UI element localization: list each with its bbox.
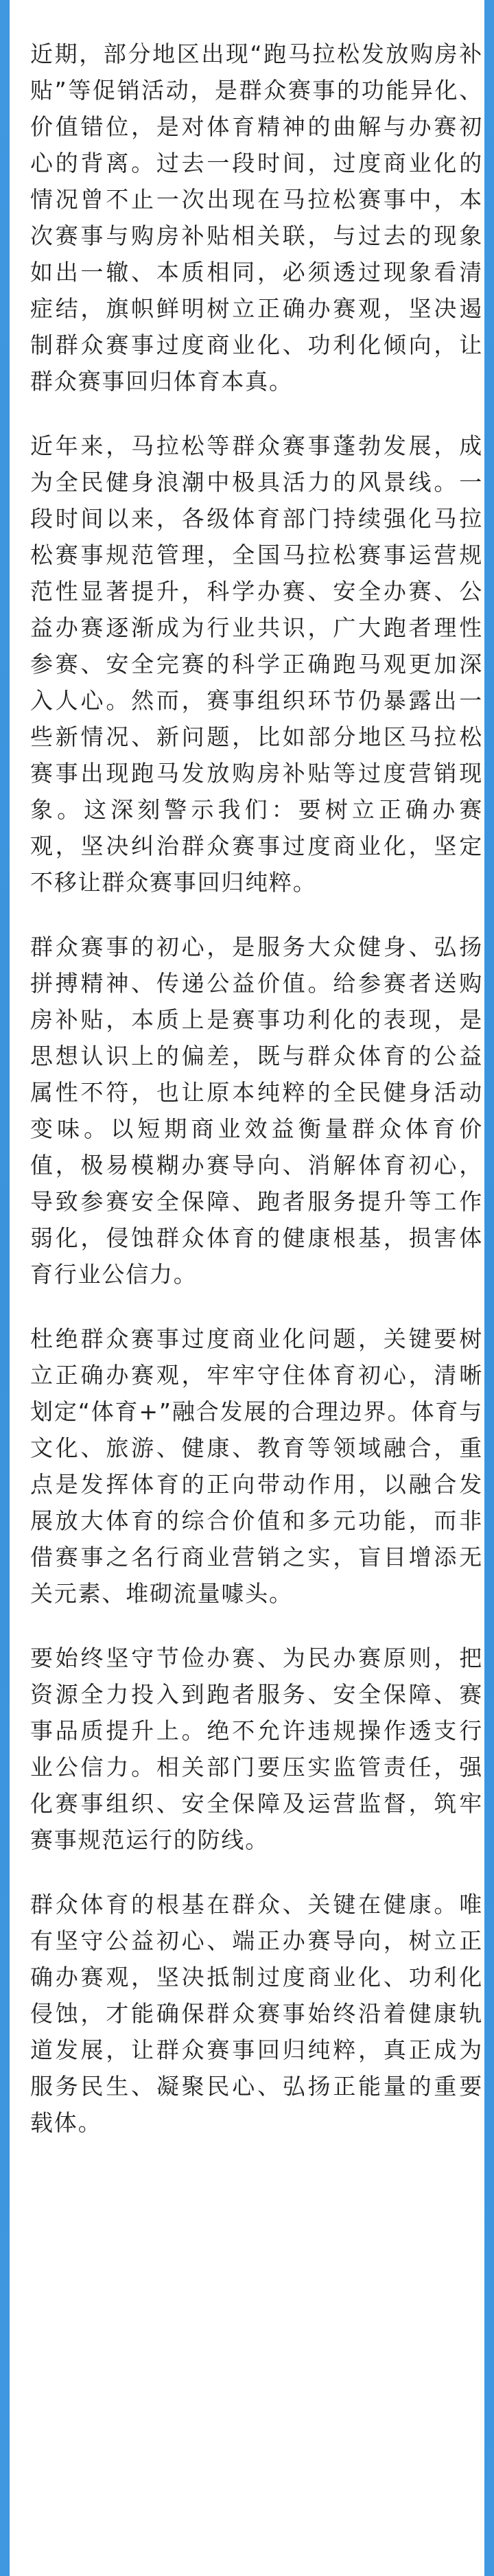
- article-paragraph: 近年来，马拉松等群众赛事蓬勃发展，成为全民健身浪潮中极具活力的风景线。一段时间以来，各级体育部门持续强化马拉松赛事规范管理，全国马拉松赛事运营规范性显著提升，科学办赛、安全办赛、公益办赛逐渐成为行业共识，广大跑者理性参赛、安全完赛的科学正确跑马观更加深入人心。然而，赛事组织环节仍暴露出一些新情况、新问题，比如部分地区马拉松赛事出现跑马发放购房补贴等过度营销现象。这深刻警示我们：要树立正确办赛观，坚决纠治群众赛事过度商业化，坚定不移让群众赛事回归纯粹。: [30, 432, 483, 896]
- article-paragraph: 近期，部分地区出现“跑马拉松发放购房补贴”等促销活动，是群众赛事的功能异化、价值错位，是对体育精神的曲解与办赛初心的背离。过去一段时间，过度商业化的情况曾不止一次出现在马拉松赛事中，本次赛事与购房补贴相关联，与过去的现象如出一辙、本质相同，必须透过现象看清症结，旗帜鲜明树立正确办赛观，坚决遏制群众赛事过度商业化、功利化倾向，让群众赛事回归体育本真。: [30, 40, 483, 395]
- article-card: [10, 0, 484, 2576]
- article-paragraph: 群众体育的根基在群众、关键在健康。唯有坚守公益初心、端正办赛导向，树立正确办赛观，坚决抵制过度商业化、功利化侵蚀，才能确保群众赛事始终沿着健康轨道发展，让群众赛事回归纯粹，真正成为服务民生、凝聚民心、弘扬正能量的重要载体。: [30, 1891, 483, 2136]
- article-paragraph: 要始终坚守节俭办赛、为民办赛原则，把资源全力投入到跑者服务、安全保障、赛事品质提升上。绝不允许违规操作透支行业公信力。相关部门要压实监管责任，强化赛事组织、安全保障及运营监督，筑牢赛事规范运行的防线。: [30, 1645, 483, 1853]
- article-paragraph: 群众赛事的初心，是服务大众健身、弘扬拼搏精神、传递公益价值。给参赛者送购房补贴，本质上是赛事功利化的表现，是思想认识上的偏差，既与群众体育的公益属性不符，也让原本纯粹的全民健身活动变味。以短期商业效益衡量群众体育价值，极易模糊办赛导向、消解体育初心，导致参赛安全保障、跑者服务提升等工作弱化，侵蚀群众体育的健康根基，损害体育行业公信力。: [30, 933, 483, 1288]
- article-body: [30, 36, 483, 2141]
- article-paragraph: 杜绝群众赛事过度商业化问题，关键要树立正确办赛观，牢牢守住体育初心，清晰划定“体育+”融合发展的合理边界。体育与文化、旅游、健康、教育等领域融合，重点是发挥体育的正向带动作用，以融合发展放大体育的综合价值和多元功能，而非借赛事之名行商业营销之实，盲目增添无关元素、堆砌流量噱头。: [30, 1325, 483, 1607]
